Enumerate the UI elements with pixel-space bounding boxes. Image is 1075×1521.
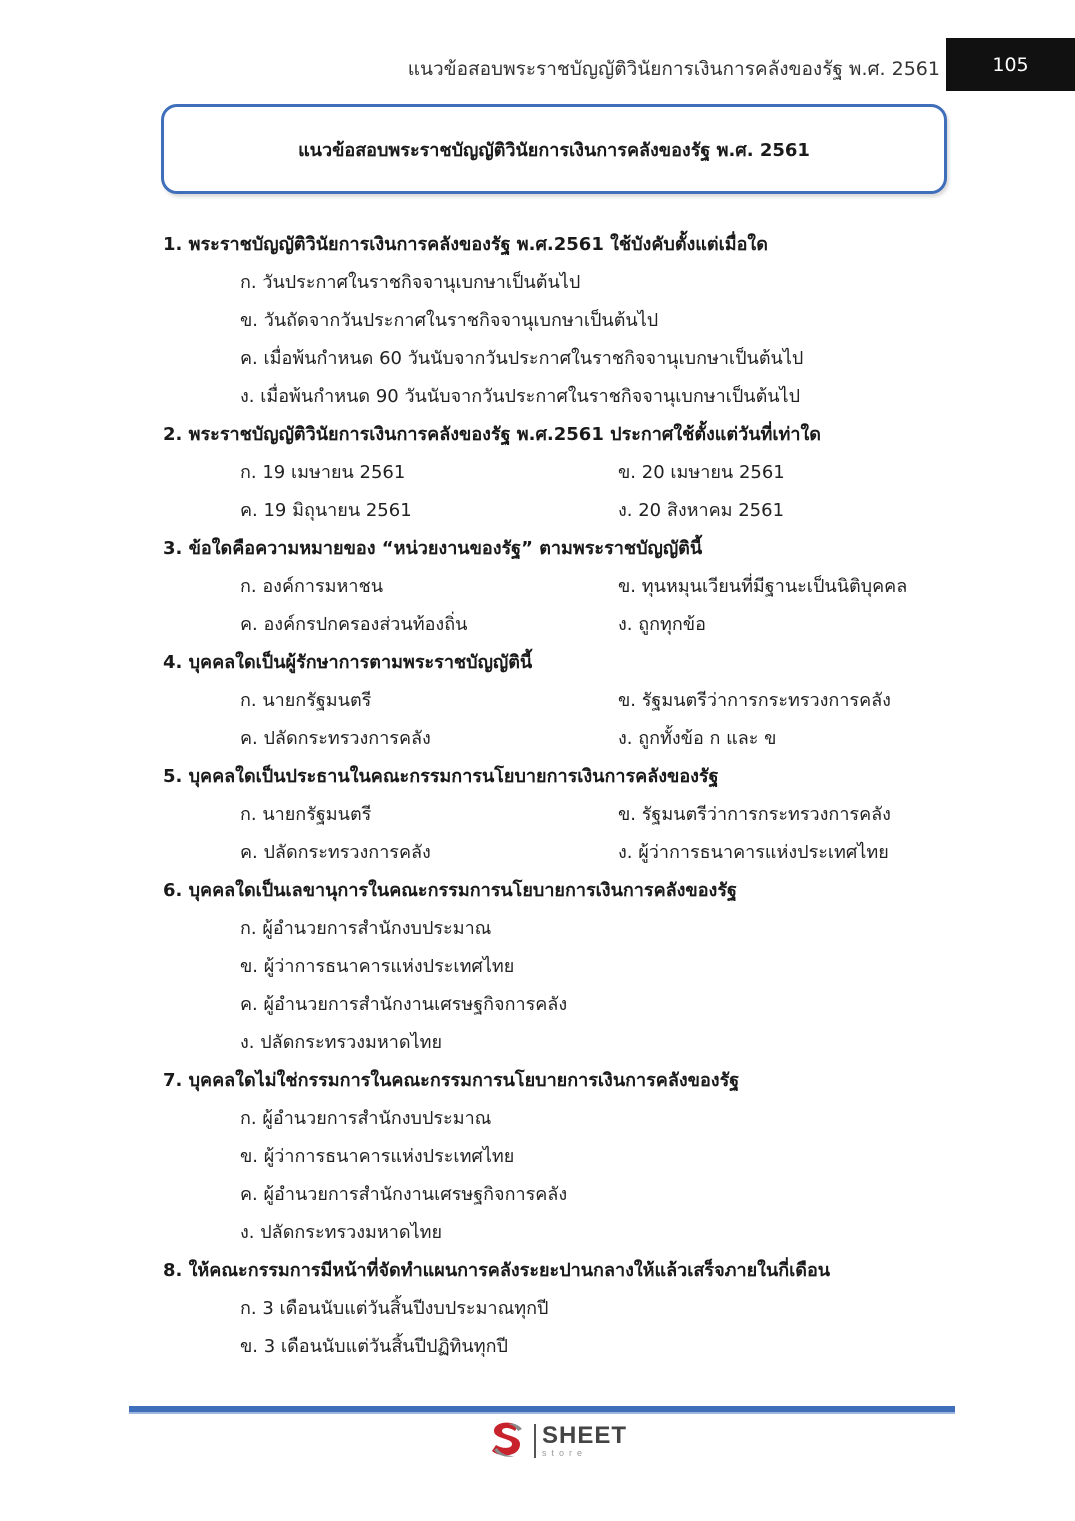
question-4-option-d: ง. ถูกทั้งข้อ ก และ ข [618,728,777,749]
logo-divider [534,1424,536,1458]
question-8: 8. ให้คณะกรรมการมีหน้าที่จัดทำแผนการคลังระยะปานกลางให้แล้วเสร็จภายในกี่เดือน [163,1260,831,1281]
question-6-option-c: ค. ผู้อำนวยการสำนักงานเศรษฐกิจการคลัง [240,994,568,1015]
question-5-option-a: ก. นายกรัฐมนตรี [240,804,372,825]
question-4-option-c: ค. ปลัดกระทรวงการคลัง [240,728,431,749]
question-7: 7. บุคคลใดไม่ใช่กรรมการในคณะกรรมการนโยบายการเงินการคลังของรัฐ [163,1070,740,1091]
question-1-option-c: ค. เมื่อพ้นกำหนด 60 วันนับจากวันประกาศในราชกิจจานุเบกษาเป็นต้นไป [240,348,804,369]
question-3-option-b: ข. ทุนหมุนเวียนที่มีฐานะเป็นนิติบุคคล [618,576,908,597]
question-5: 5. บุคคลใดเป็นประธานในคณะกรรมการนโยบายการเงินการคลังของรัฐ [163,766,719,787]
question-5-option-d: ง. ผู้ว่าการธนาคารแห่งประเทศไทย [618,842,889,863]
question-5-option-b: ข. รัฐมนตรีว่าการกระทรวงการคลัง [618,804,891,825]
page-title: แนวข้อสอบพระราชบัญญัติวินัยการเงินการคลังของรัฐ พ.ศ. 2561 [298,139,810,161]
question-7-option-c: ค. ผู้อำนวยการสำนักงานเศรษฐกิจการคลัง [240,1184,568,1205]
question-6-option-d: ง. ปลัดกระทรวงมหาดไทย [240,1032,443,1053]
title-box [161,104,947,194]
question-8-option-a: ก. 3 เดือนนับแต่วันสิ้นปีงบประมาณทุกปี [240,1298,549,1319]
question-3-option-d: ง. ถูกทุกข้อ [618,614,706,635]
sheet-store-logo [488,1420,627,1462]
question-4-option-a: ก. นายกรัฐมนตรี [240,690,372,711]
question-2: 2. พระราชบัญญัติวินัยการเงินการคลังของรัฐ พ.ศ.2561 ประกาศใช้ตั้งแต่วันที่เท่าใด [163,424,821,445]
question-3: 3. ข้อใดคือความหมายของ “หน่วยงานของรัฐ” ตามพระราชบัญญัตินี้ [163,538,703,559]
question-1-option-a: ก. วันประกาศในราชกิจจานุเบกษาเป็นต้นไป [240,272,581,293]
question-4-option-b: ข. รัฐมนตรีว่าการกระทรวงการคลัง [618,690,891,711]
footer-divider [129,1406,955,1412]
question-6: 6. บุคคลใดเป็นเลขานุการในคณะกรรมการนโยบายการเงินการคลังของรัฐ [163,880,737,901]
logo-text [542,1424,627,1458]
question-2-option-c: ค. 19 มิถุนายน 2561 [240,500,412,521]
question-list [163,226,963,1366]
question-3-option-a: ก. องค์การมหาชน [240,576,384,597]
question-1: 1. พระราชบัญญัติวินัยการเงินการคลังของรัฐ พ.ศ.2561 ใช้บังคับตั้งแต่เมื่อใด [163,234,768,255]
logo-sub-text: store [542,1448,588,1458]
question-1-option-b: ข. วันถัดจากวันประกาศในราชกิจจานุเบกษาเป็นต้นไป [240,310,659,331]
question-7-option-d: ง. ปลัดกระทรวงมหาดไทย [240,1222,443,1243]
running-header-title: แนวข้อสอบพระราชบัญญัติวินัยการเงินการคลังของรัฐ พ.ศ. 2561 [407,58,940,80]
question-5-option-c: ค. ปลัดกระทรวงการคลัง [240,842,431,863]
question-3-option-c: ค. องค์กรปกครองส่วนท้องถิ่น [240,614,468,635]
s-logo-icon [488,1420,528,1462]
question-7-option-b: ข. ผู้ว่าการธนาคารแห่งประเทศไทย [240,1146,515,1167]
page-number: 105 [946,38,1075,91]
question-4: 4. บุคคลใดเป็นผู้รักษาการตามพระราชบัญญัตินี้ [163,652,533,673]
question-1-option-d: ง. เมื่อพ้นกำหนด 90 วันนับจากวันประกาศในราชกิจจานุเบกษาเป็นต้นไป [240,386,801,407]
question-8-option-b: ข. 3 เดือนนับแต่วันสิ้นปีปฏิทินทุกปี [240,1336,508,1357]
logo-main-text: SHEET [542,1422,628,1449]
question-2-option-b: ข. 20 เมษายน 2561 [618,462,785,483]
question-2-option-d: ง. 20 สิงหาคม 2561 [618,500,785,521]
question-6-option-a: ก. ผู้อำนวยการสำนักงบประมาณ [240,918,492,939]
question-6-option-b: ข. ผู้ว่าการธนาคารแห่งประเทศไทย [240,956,515,977]
question-7-option-a: ก. ผู้อำนวยการสำนักงบประมาณ [240,1108,492,1129]
question-2-option-a: ก. 19 เมษายน 2561 [240,462,406,483]
